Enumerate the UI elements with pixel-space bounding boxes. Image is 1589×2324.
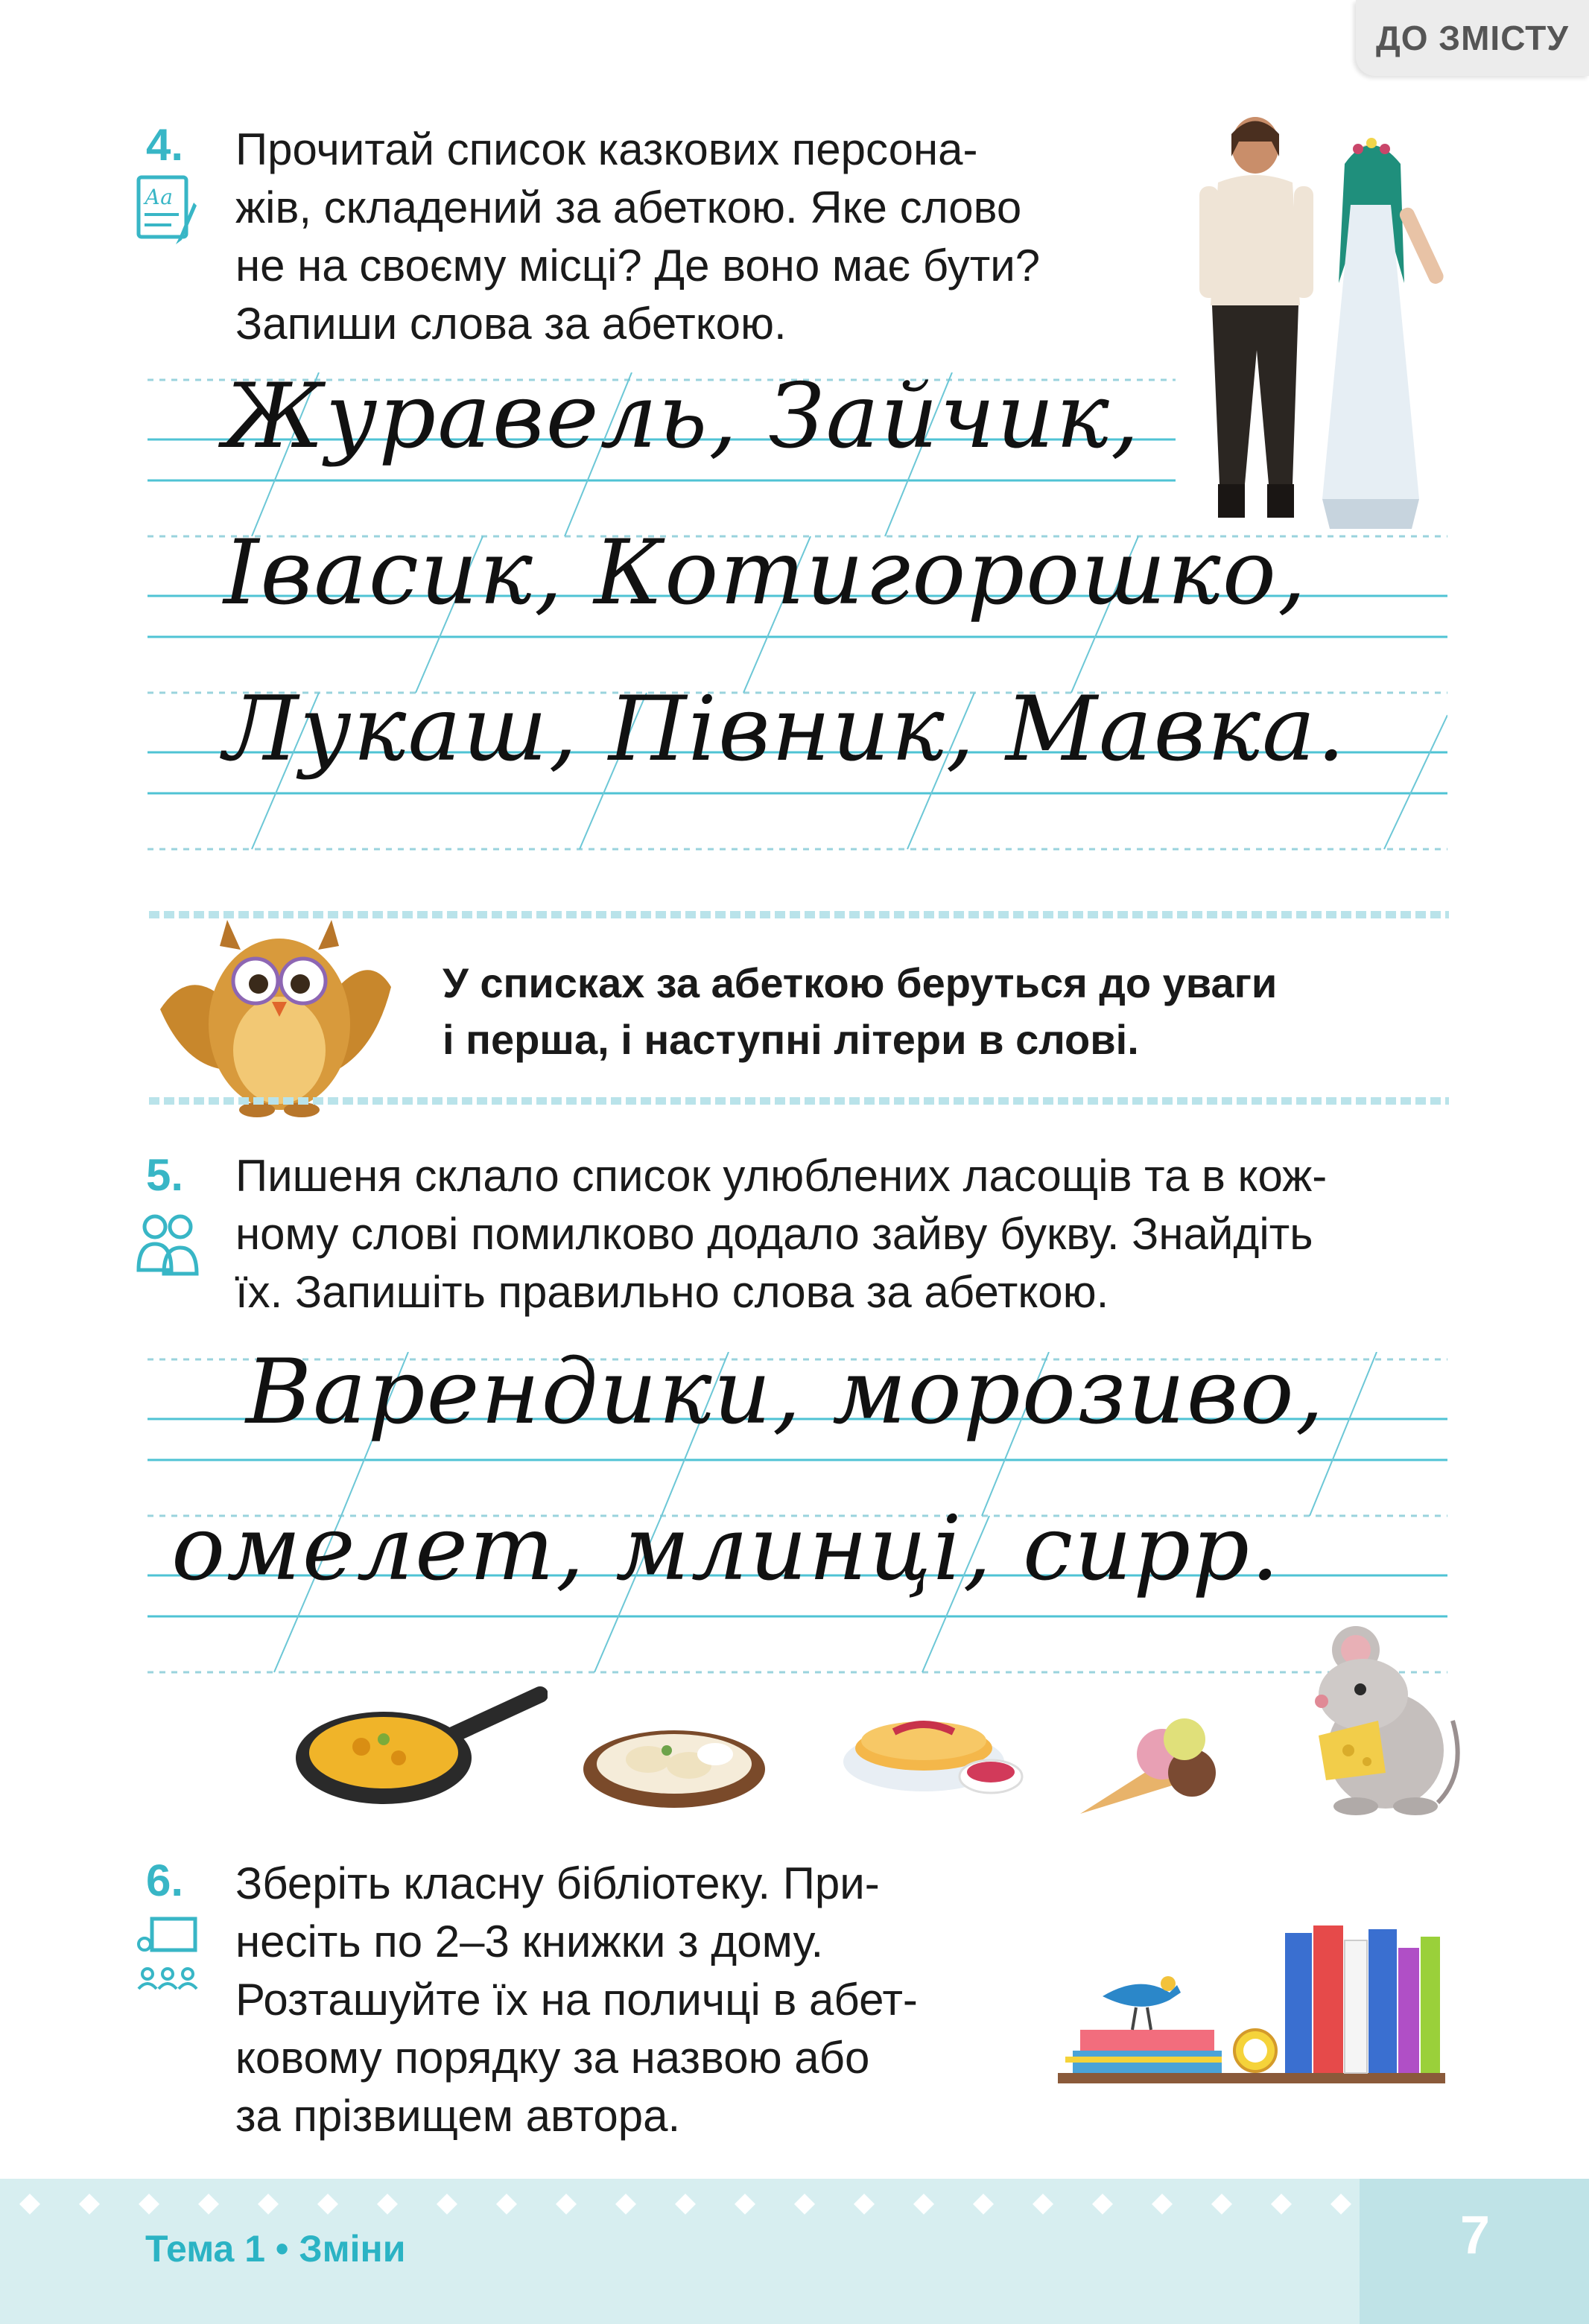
omelet-pan-illustration [294,1680,548,1814]
answer-4-line-1: Журавель, Зайчик, [223,365,1141,469]
answer-4-line-3: Лукаш, Півник, Мавка. [223,678,1347,781]
task-4-line-1: Прочитай список казкових персона- [235,124,978,174]
pancakes-illustration [842,1695,1028,1806]
task-5-line-1: Пишеня склало список улюблених ласощів та в кож- [235,1151,1328,1201]
rule-line-2: і перша, і наступні літери в слові. [443,1016,1139,1063]
answer-5-line-2: омелет, млинці, сирр. [171,1497,1281,1601]
task-5-line-3: їх. Запишіть правильно слова за абеткою. [235,1267,1109,1317]
ice-cream-illustration [1073,1702,1229,1821]
task-5-number: 5. [146,1150,184,1200]
task-4-line-4: Запиши слова за абеткою. [235,299,787,349]
owl-illustration [145,898,406,1121]
bookshelf-illustration [1058,1903,1445,2089]
task-6-number: 6. [146,1855,184,1905]
contents-tab[interactable]: ДО ЗМІСТУ [1356,0,1589,76]
class-work-icon [134,1914,201,1993]
answer-4-line-2: Івасик, Котигорошко, [223,521,1308,625]
svg-text:Аа: Аа [145,185,173,209]
task-6-line-5: за прізвищем автора. [235,2091,681,2141]
task-5-line-2: ному слові помилково додало зайву букву. Знайдіть [235,1209,1313,1259]
dumplings-illustration [581,1713,767,1810]
topic-label: Тема 1 • Зміни [145,2228,406,2270]
rule-line-1: У списках за абеткою беруться до уваги [443,959,1278,1006]
pair-work-icon [134,1210,201,1281]
mouse-illustration [1289,1624,1468,1817]
rule-bottom-border [149,1093,1449,1108]
page-number: 7 [1460,2206,1491,2265]
task-6-line-4: ковому порядку за назвою або [235,2033,870,2083]
task-4-line-2: жів, складений за абеткою. Яке слово [235,182,1022,232]
answer-5-line-1: Варендики, морозиво, [246,1341,1325,1444]
task-4-number: 4. [146,120,184,170]
task-4-line-3: не на своєму місці? Де воно має бути? [235,241,1041,290]
task-6-line-1: Зберіть класну бібліотеку. При- [235,1858,880,1908]
task-6-line-3: Розташуйте їх на поличці в абет- [235,1975,918,2025]
task-6-line-2: несіть по 2–3 книжки з дому. [235,1917,824,1966]
write-icon [134,173,201,247]
